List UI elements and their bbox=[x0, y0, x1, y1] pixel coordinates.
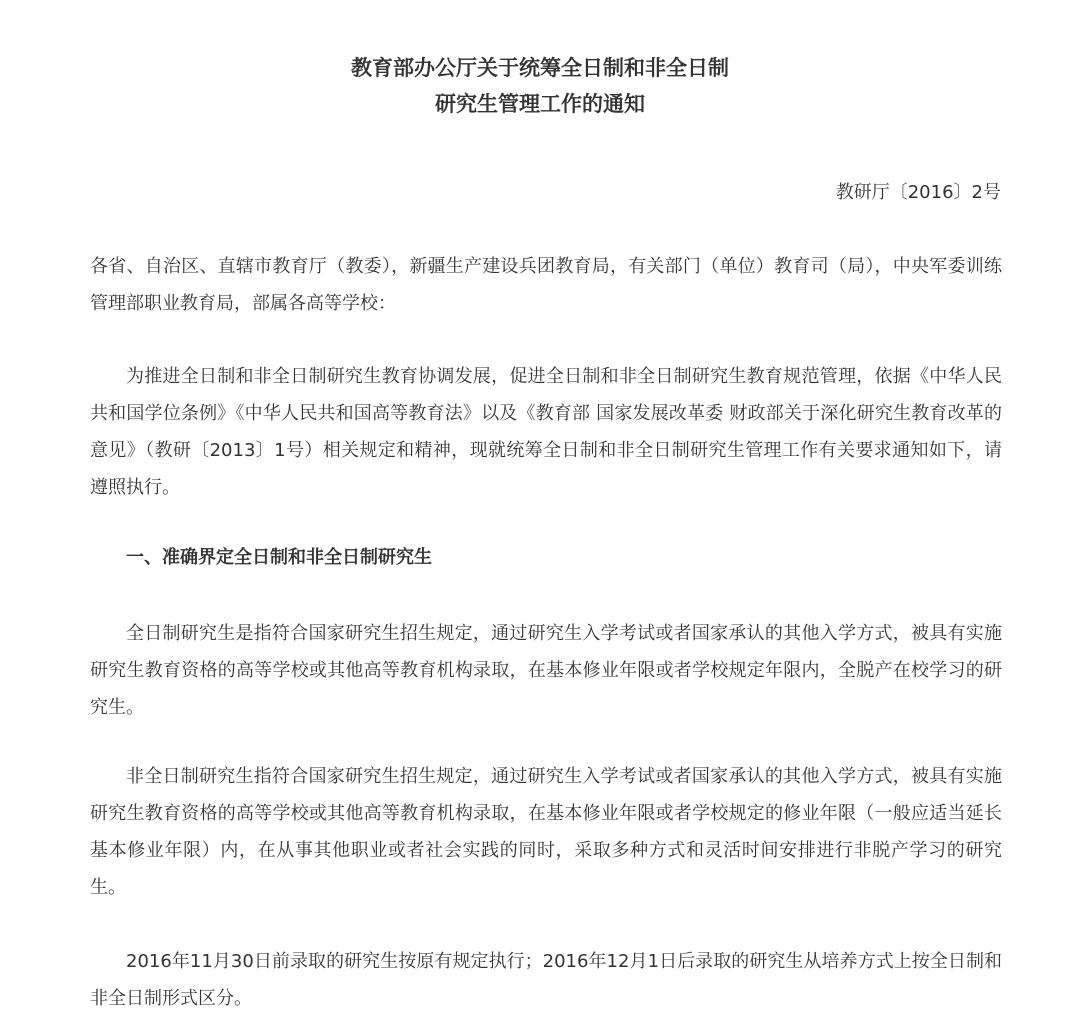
addressee-paragraph: 各省、自治区、直辖市教育厅（教委），新疆生产建设兵团教育局，有关部门（单位）教育司（局），中央军委训练管理部职业教育局，部属各高等学校： bbox=[90, 256, 1002, 314]
document-title-line-2: 研究生管理工作的通知 bbox=[435, 92, 645, 116]
intro-paragraph: 为推进全日制和非全日制研究生教育协调发展，促进全日制和非全日制研究生教育规范管理，依据《中华人民共和国学位条例》《中华人民共和国高等教育法》以及《教育部 国家发展改革委 财政部关于深化研究生教育改革的意见》（教研〔2013〕1号）相关规定和精神，现就统筹全日制和非全日制研究生管理工作有关要求通知如下，请遵照执行。 bbox=[90, 366, 1002, 498]
part-time-definition-paragraph: 非全日制研究生指符合国家研究生招生规定，通过研究生入学考试或者国家承认的其他入学方式，被具有实施研究生教育资格的高等学校或其他高等教育机构录取，在基本修业年限或者学校规定的修业年限（一般应适当延长基本修业年限）内，在从事其他职业或者社会实践的同时，采取多种方式和灵活时间安排进行非脱产学习的研究生。 bbox=[90, 766, 1002, 898]
document-title-line-1: 教育部办公厅关于统筹全日制和非全日制 bbox=[351, 56, 729, 80]
enrollment-date-paragraph: 2016年11月30日前录取的研究生按原有规定执行；2016年12月1日后录取的研究生从培养方式上按全日制和非全日制形式区分。 bbox=[90, 951, 1002, 1009]
section-1-heading: 一、准确界定全日制和非全日制研究生 bbox=[126, 547, 432, 568]
full-time-definition-paragraph: 全日制研究生是指符合国家研究生招生规定，通过研究生入学考试或者国家承认的其他入学方式，被具有实施研究生教育资格的高等学校或其他高等教育机构录取，在基本修业年限或者学校规定年限内，全脱产在校学习的研究生。 bbox=[90, 623, 1002, 718]
document-number: 教研厅〔2016〕2号 bbox=[835, 182, 1001, 203]
